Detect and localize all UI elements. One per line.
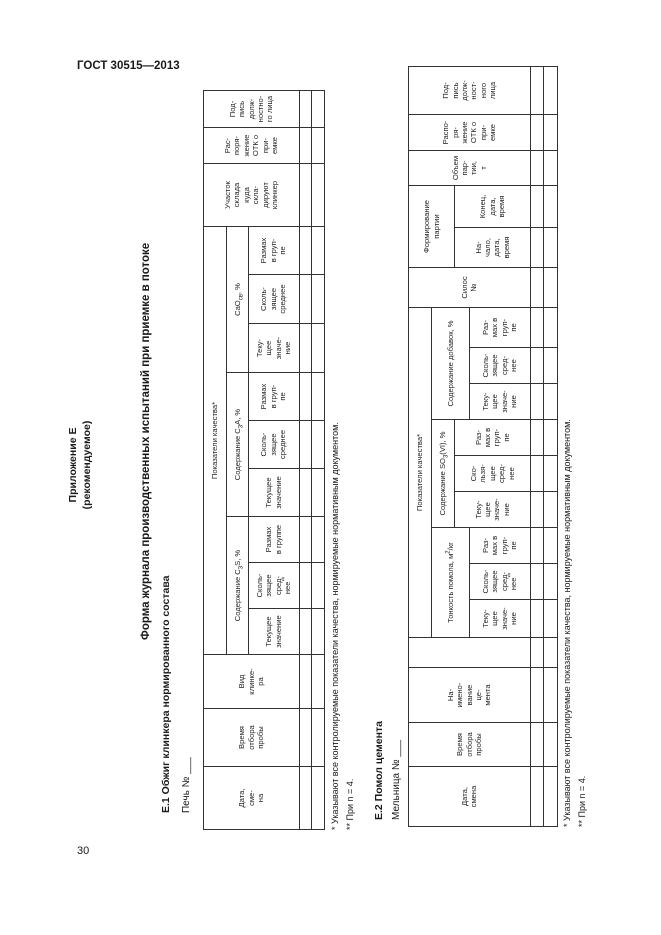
- appendix-heading: [66, 355, 94, 575]
- header-so3-current: Теку- щее значе- ние: [455, 492, 531, 528]
- header-c3s-content: Содержание $C_3S$, %: [227, 517, 248, 655]
- document-code: ГОСТ 30515—2013: [77, 60, 180, 72]
- header-so3-range: Раз- мах в груп- пе: [455, 420, 531, 456]
- header-so3-content: Содержание $SO_3(VI)$, %: [432, 420, 455, 528]
- form-title: Форма журнала производственных испытаний при приемке в потоке: [140, 242, 152, 640]
- section2-footnote-1: * Указывают все контролируемые показатели качества, нормируемые нормативным документом.: [562, 419, 572, 827]
- header-grinding-fineness: Тонкость помола, $м^2/кг$: [432, 528, 470, 638]
- appendix-subtitle: (рекомендуемое): [81, 420, 93, 510]
- header-batch-start: На- чало, дата, время: [455, 228, 531, 268]
- header-official-signature: Под- пись долж- ност- ного лица: [409, 67, 531, 115]
- header-batch-end: Конец, дата, время: [455, 186, 531, 228]
- header-so3-moving-average: Ско- льзя- щее сред- нее: [455, 456, 531, 492]
- header-blank-column: [409, 638, 531, 668]
- page-number: 30: [77, 845, 90, 857]
- section1-footnote-2: ** При n = 4.: [345, 778, 355, 830]
- table-row-empty: [312, 91, 325, 830]
- header-additives-current: Теку- щее значе- ние: [469, 384, 530, 420]
- header-date-shift: Дата, сме- на: [204, 767, 300, 830]
- header-qc-acceptance-order: Рас- поря- жение ОТК о при- емке: [204, 128, 300, 164]
- header-batch-formation: Формирование партии: [409, 186, 455, 268]
- header-c3a-range: Размах в груп- пе: [248, 373, 299, 421]
- appendix-title: Приложение Е: [67, 427, 79, 503]
- furnace-label: Печь № ___: [181, 757, 192, 813]
- header-quality-indicators: Показатели качества*: [409, 308, 432, 638]
- section1-footnote-1: * Указывают все контролируемые показатели качества, нормируемые нормативным документом.: [330, 422, 340, 830]
- header-sampling-time: Время отбора пробы: [204, 709, 300, 767]
- table-row-empty: [299, 91, 312, 830]
- section2-title: Е.2 Помол цемента: [373, 721, 385, 820]
- header-cao-moving-average: Сколь- зящее среднее: [248, 275, 299, 324]
- header-fineness-moving-average: Сколь- зящее сред- нее**: [469, 564, 530, 600]
- header-additives-range: Раз- мах в груп- пе: [469, 308, 530, 348]
- header-c3a-content: Содержание $C_3A$, %: [227, 373, 248, 517]
- header-official-signature: Под- пись долж- ностно- го лица: [204, 91, 300, 128]
- header-sampling-time: Время отбора пробы: [409, 723, 531, 767]
- header-date-shift: Дата, смена: [409, 767, 531, 827]
- header-c3s-current: Текущее значение: [248, 609, 299, 655]
- header-clinker-type: Вид клинке- ра: [204, 655, 300, 709]
- header-cao-range: Размах в груп- пе: [248, 227, 299, 275]
- header-batch-volume: Объем пар- тии, т: [409, 151, 531, 186]
- header-additives-content: Содержание добавок, %: [432, 308, 470, 420]
- header-c3a-moving-average: Сколь- зящее среднее: [248, 421, 299, 469]
- header-fineness-current: Теку- щее значе- ние: [469, 600, 530, 638]
- header-c3a-current: Текущее значение: [248, 469, 299, 517]
- header-free-cao-content: CaO$_{св}$, %: [227, 227, 248, 373]
- section1-title: Е.1 Обжиг клинкера нормированного состава: [160, 575, 172, 813]
- table-cement-grinding: [408, 66, 558, 827]
- section2-footnote-2: ** При n = 4.: [577, 775, 587, 827]
- header-c3s-range: Размах в группе: [248, 517, 299, 563]
- header-silo-number: Силос №: [409, 268, 531, 308]
- header-cao-current: Теку- щее значе- ние: [248, 324, 299, 373]
- header-warehouse-area: Участок склада куда скла- дируют клинкер: [204, 164, 300, 227]
- header-cement-name: На- имено- вание це- мента: [409, 668, 531, 723]
- header-c3s-moving-average: Сколь- зящее сред- нее**: [248, 563, 299, 609]
- header-qc-acceptance-order: Распо- ря- жение ОТК о при- емке: [409, 115, 531, 151]
- table-row-empty: [544, 67, 558, 827]
- header-additives-moving-average: Сколь- зящее сред- нее: [469, 348, 530, 384]
- header-quality-indicators: Показатели качества*: [204, 227, 227, 655]
- table-kiln-firing: [203, 90, 325, 830]
- table-row-empty: [530, 67, 544, 827]
- header-fineness-range: Раз- мах в груп- пе: [469, 528, 530, 564]
- mill-label: Мельница № ___: [391, 739, 402, 820]
